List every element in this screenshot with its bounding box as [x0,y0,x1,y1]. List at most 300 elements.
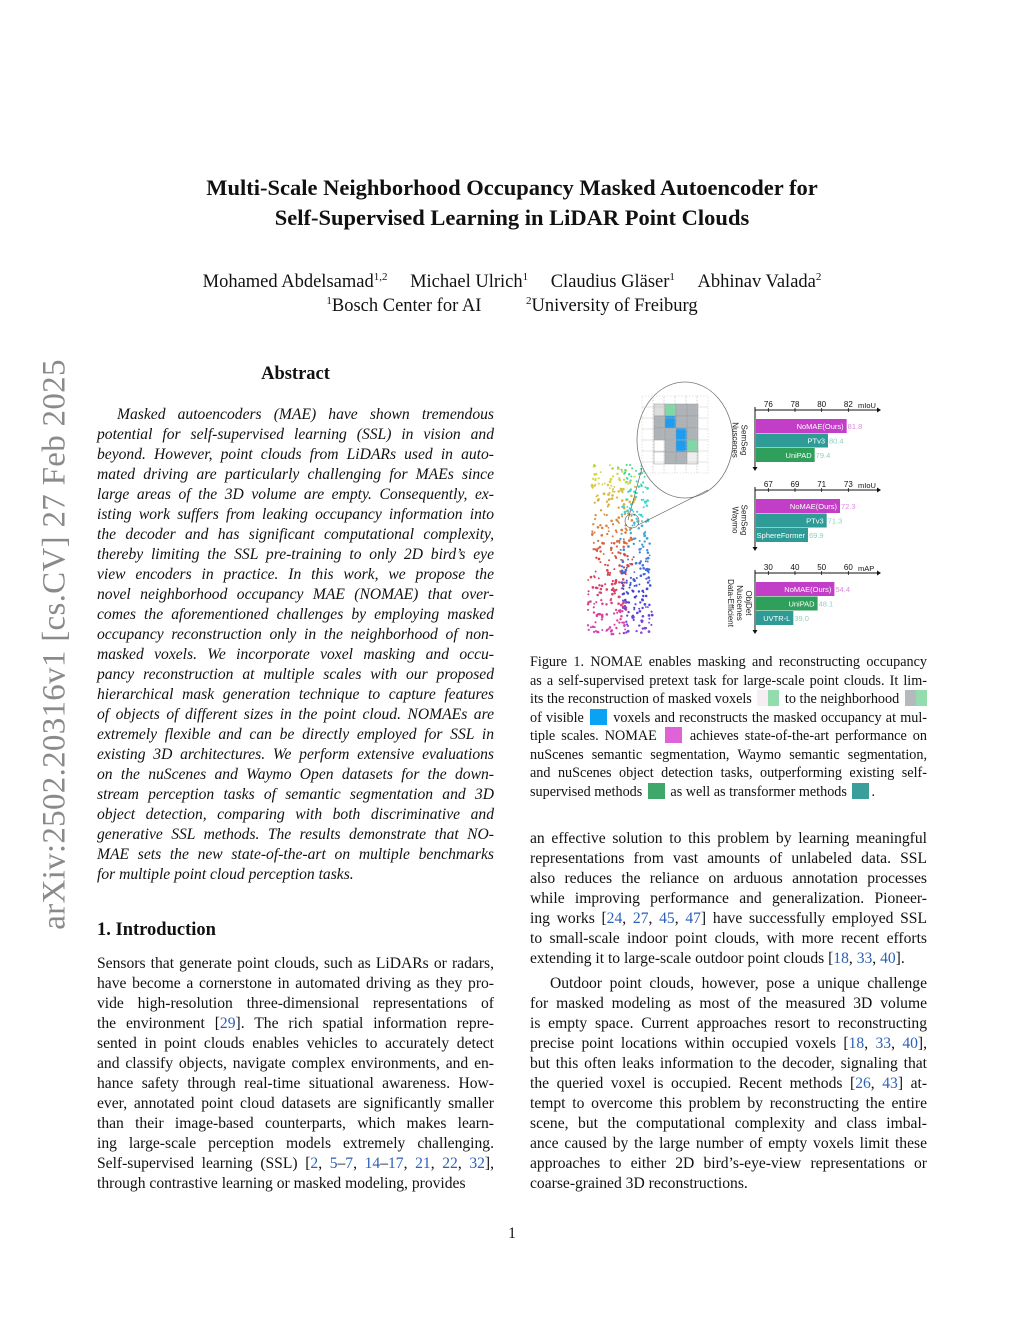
point [646,504,649,507]
point [621,588,623,590]
point [592,625,595,628]
point [645,627,647,629]
text-line: and classify objects, navigate complex environments, and en- [97,1055,494,1072]
text-line: representations from vast amounts of unlabeled data. SSL [530,850,927,867]
point [611,583,614,586]
point [617,516,620,519]
citation-link[interactable]: 24 [606,910,623,927]
legend-swatch-icon [757,690,779,706]
point [633,585,635,587]
metric-label: mIoU [858,481,876,490]
point [649,580,651,582]
caption-text: voxels and reconstructs the masked occupancy at mul- [609,709,927,726]
point [647,557,650,560]
point [624,608,626,610]
point [646,588,648,590]
point [607,564,609,566]
text-line: Sensors that generate point clouds, such as LiDARs or radars, [97,955,494,972]
point [626,580,628,582]
point [626,582,628,584]
point [625,621,627,623]
voxel [665,428,676,440]
citation-link[interactable]: 29 [219,1015,236,1032]
point [638,527,641,530]
point [634,603,636,605]
point [639,540,641,542]
point [617,467,620,470]
tick-label: 80 [817,400,827,409]
text-line: pancy reconstruction at multiple scales with our proposed [97,666,494,683]
task-label: Nuscenes [730,422,740,458]
point [600,471,602,473]
point [628,601,630,603]
point [603,553,605,555]
text-line: have become a cornerstone in automated driving as they pro- [97,975,494,992]
legend-swatch-icon [590,709,607,725]
tick-label: 30 [763,563,773,572]
text-line: Masked autoencoders (MAE) have shown tremendous [117,406,494,423]
point [624,531,627,534]
citation-link[interactable]: 17 [388,1155,404,1172]
text-line: to small-scale indoor point clouds, with more recent efforts [530,930,927,947]
tick-label: 78 [790,400,800,409]
text-line: but this often leaks information to the decoder, signaling that [530,1055,927,1072]
point [609,487,611,489]
point [615,609,617,611]
citation-link[interactable]: 33 [875,1035,892,1052]
citation-link[interactable]: 33 [856,950,873,967]
point [611,552,613,554]
point [624,628,626,630]
point [606,569,609,572]
point [612,580,614,582]
point [622,560,625,563]
text-line: of objects of different sizes in the point cloud. NOMAEs are [97,706,494,723]
bar-chart-panel [731,400,882,471]
point [610,485,612,487]
point [636,518,638,520]
citation-link[interactable]: 2 [310,1155,319,1172]
point [610,498,612,500]
point [599,561,601,563]
point [593,603,595,605]
point [643,591,645,593]
citation-link[interactable]: 22 [442,1155,458,1172]
point [624,581,626,583]
tick-label: 69 [790,480,800,489]
author [203,272,388,292]
point [636,480,638,482]
point [621,581,624,584]
point [587,593,589,595]
point [593,575,595,577]
point [630,563,633,566]
author [698,272,822,292]
legend-swatch-icon [648,783,665,799]
point [633,522,636,525]
paper-title [0,173,1024,233]
point [605,588,608,591]
point [622,600,624,602]
point [598,584,600,586]
point [627,545,630,548]
point [588,629,590,631]
point [600,534,603,537]
point [595,601,597,603]
text-line: the environment [29]. The rich spatial information repre- [97,1015,494,1032]
point [621,533,623,535]
point [587,609,589,611]
abstract-heading: Abstract [261,364,330,384]
voxel [654,404,665,416]
point [594,502,596,504]
point [619,479,621,481]
point [614,582,617,585]
point [595,630,597,632]
text-line: stream perception tasks of semantic segmentation and 3D [97,786,494,803]
point [646,568,649,571]
bar-label: UniPAD [785,451,812,460]
point [615,579,618,582]
point [633,607,635,609]
point [622,546,625,549]
point [610,629,613,632]
point [620,489,623,492]
point [615,627,617,629]
point [620,469,622,471]
point [649,584,652,587]
point [594,518,596,520]
point [597,499,600,502]
point [620,604,622,606]
point [611,593,614,596]
tick-label: 76 [763,400,773,409]
citation-link[interactable]: 21 [415,1155,431,1172]
citation-link[interactable]: 32 [469,1155,485,1172]
axis-arrow-icon [753,547,758,551]
point [633,476,635,478]
point [596,615,599,618]
voxel [687,416,698,428]
point [597,494,599,496]
point [616,496,618,498]
bar-value: 72.3 [841,502,856,511]
point [601,584,604,587]
point [647,576,650,579]
point [638,548,641,551]
point [620,529,623,532]
point [594,514,596,516]
introduction-body [97,954,494,1194]
point [628,539,631,542]
point [625,569,628,572]
text-line: MAE sets the new state-of-the-art on multiple benchmarks [97,846,494,863]
metric-label: mIoU [858,401,876,410]
citation-link[interactable]: 40 [902,1035,918,1052]
point [626,506,628,508]
point [636,577,638,579]
point [590,576,593,579]
point [611,542,613,544]
point [623,592,626,595]
caption-line [530,764,927,783]
point [594,465,596,467]
author [410,272,528,292]
legend-swatch-icon [665,727,682,743]
point [592,548,594,550]
point [610,602,613,605]
point [593,631,595,633]
point [647,551,650,554]
point [595,484,597,486]
point [618,564,621,567]
text-line: the queried voxel is occupied. Recent methods [26, 43] at- [530,1075,928,1092]
voxel [676,440,687,452]
point [623,478,625,480]
point [593,473,596,476]
voxel [665,440,676,452]
point [601,527,604,530]
bar-label: NoMAE(Ours) [789,502,837,511]
point [594,621,596,623]
point [623,538,625,540]
abstract-body [97,405,494,885]
citation-link[interactable]: 26 [855,1075,871,1092]
point [627,611,629,613]
point [621,471,623,473]
point [607,527,609,529]
point [601,618,603,620]
citation-link[interactable]: 40 [880,950,896,967]
axis-arrow-icon [753,630,758,634]
point [595,571,597,573]
author-sup: 1,2 [373,271,388,283]
point [602,483,604,485]
caption-text: nuScenes semantic segmentation, Waymo semantic segmentation, [530,746,927,763]
citation-link[interactable]: 27 [632,910,649,927]
voxel [676,416,687,428]
point [626,477,628,479]
point [645,595,648,598]
point [644,501,647,504]
figure-caption [530,653,927,801]
point [635,562,638,565]
point [609,572,611,574]
point [621,621,623,623]
point [626,623,628,625]
citation-link[interactable]: 45 [659,910,675,927]
point [623,503,626,506]
point [642,481,644,483]
citation-link[interactable]: 7 [345,1155,354,1172]
caption-line [530,672,927,691]
point [612,535,614,537]
text-line: large areas of the 3D volume are empty. Consequently, ex- [97,486,494,503]
point [627,592,630,595]
figure-1 [580,380,940,645]
point [642,564,645,567]
point [626,529,628,531]
caption-text: as a self-supervised pretext task for large-scale point clouds. It lim- [530,672,927,689]
point [622,607,624,609]
author-sup: 2 [815,271,822,283]
bar-value: 69.9 [809,531,824,540]
point [601,603,604,606]
point [588,590,590,592]
point [593,606,595,608]
point [640,514,643,517]
point [628,501,631,504]
text-line: ever, annotated point cloud datasets are significantly smaller [97,1095,494,1112]
point [620,559,622,561]
voxel [687,404,698,416]
point [626,555,628,557]
point [627,559,629,561]
voxel [687,440,698,452]
point [642,499,644,501]
point [599,550,601,552]
point [602,542,605,545]
point [592,478,594,480]
point [642,491,644,493]
citation-link[interactable]: 5 [329,1155,338,1172]
point [644,603,647,606]
voxel [676,452,687,464]
title-line: Self-Supervised Learning in LiDAR Point Clouds [274,205,750,230]
point [646,487,649,490]
point [626,499,628,501]
point [612,587,615,590]
voxel [665,452,676,464]
point [641,525,644,528]
point [638,562,641,565]
point [598,483,600,485]
point [628,473,631,476]
point [600,588,603,591]
citation-link[interactable]: 18 [848,1035,865,1052]
point [593,542,595,544]
point [618,596,621,599]
text-line: also reduces the reliance on arduous annotation processes [530,870,927,887]
point [626,614,628,616]
citation-link[interactable]: 47 [685,910,701,927]
text-line: for masked modeling as most of the measured 3D volume [530,995,927,1012]
point [642,567,645,570]
point [626,464,628,466]
task-label: ObjDet [744,590,753,616]
point [647,606,649,608]
affiliation-list [0,294,1024,318]
point [640,485,643,488]
text-line: precise point locations within occupied voxels [18, 33, 40], [530,1035,927,1052]
introduction-heading: 1. Introduction [97,920,216,940]
author-sup: 1 [522,271,529,283]
point [636,520,639,523]
text-line: tempt to overcome this problem by reconstructing the entire [530,1095,927,1112]
point [624,602,626,604]
point [629,584,631,586]
point [592,586,595,589]
bar-chart-panel [726,563,881,634]
point [621,515,623,517]
point [645,578,647,580]
text-line: beyond. However, point clouds from LiDARs used in auto- [97,446,494,463]
point [593,611,595,613]
task-label: Data-Efficient [726,579,735,627]
caption-line [530,709,927,728]
citation-link[interactable]: 18 [833,950,849,967]
metric-label: mAP [858,564,875,573]
tick-label: 71 [817,480,827,489]
caption-text: of visible [530,709,589,726]
point [612,488,614,490]
point [629,529,631,531]
point [645,606,647,608]
point [608,530,610,532]
point [638,485,641,488]
text-line: potential for self-supervised learning (SSL) in vision and [97,426,494,443]
text-line: Outdoor point clouds, however, pose a unique challenge [550,975,927,992]
point [616,519,618,521]
bar-label: UniPAD [788,599,815,609]
text-line: approaches to either 2D bird’s-eye-view representations or [530,1155,927,1172]
citation-link[interactable]: 43 [882,1075,898,1092]
legend-swatch-icon [905,690,927,706]
point [638,608,640,610]
point [630,515,632,517]
tick-label: 40 [790,563,800,572]
point [608,559,610,561]
text-line: existing 3D architectures. We perform extensive evaluations [97,746,494,763]
point [629,483,631,485]
text-line: is empty space. Current approaches resort to reconstructing [530,1015,927,1032]
point [594,531,596,533]
point [642,599,644,601]
point [624,554,627,557]
point [627,510,629,512]
point [598,577,600,579]
text-line: occupancy reconstruction only in the neighborhood of non- [97,626,494,643]
point [625,631,627,633]
point [646,537,649,540]
point [639,567,641,569]
point [642,546,644,548]
text-line: extremely flexible and can be directly employed for SSL in [97,726,494,743]
point [633,556,635,558]
right-column-para-1 [530,829,927,969]
point [592,487,594,489]
citation-link[interactable]: 14 [364,1155,381,1172]
point [612,490,614,492]
point [649,554,651,556]
point [631,559,633,561]
text-line: extending it to large-scale outdoor point clouds [18, 33, 40]. [530,950,905,967]
point [634,596,637,599]
point [625,481,627,483]
task-label: Waymo [730,506,740,534]
point [608,628,610,630]
caption-text: its the reconstruction of masked voxels [530,691,756,707]
author-name: Claudius Gläser [550,272,670,292]
point [618,581,620,583]
text-line: hierarchical mask generation technique to capture features [97,686,494,703]
point [631,519,634,522]
point [624,511,627,514]
point [623,507,626,510]
voxel [687,428,698,440]
axis-arrow-icon [877,408,881,413]
point [633,619,635,621]
